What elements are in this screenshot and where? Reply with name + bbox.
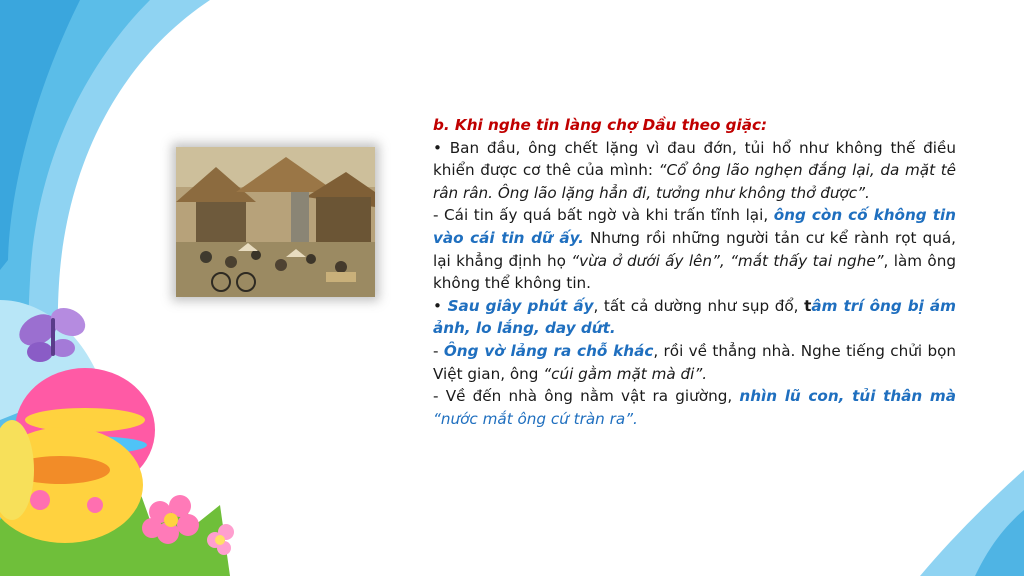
village-market-painting xyxy=(176,147,375,297)
paragraph-5: - Về đến nhà ông nằm vật ra giường, nhìn lũ con, tủi thân mà “nước mắt ông cứ tràn ra”. xyxy=(433,387,956,428)
lesson-text-block xyxy=(433,114,956,430)
paragraph-1: • Ban đầu, ông chết lặng vì đau đớn, tủi hổ như không thế điều khiển được cơ thê của mình: “Cổ ông lão nghẹn đắng lại, da mặt tê rân rân. Ông lão lặng hẳn đi, tưởng như không thở được”. xyxy=(433,138,956,202)
section-heading: b. Khi nghe tin làng chợ Dầu theo giặc: xyxy=(433,116,768,134)
paragraph-2: - Cái tin ấy quá bất ngờ và khi trấn tĩnh lại, ông còn cố không tin vào cái tin dữ ấy. Nhưng rồi những người tản cư kể rành rọt quá, lại khẳng định họ “vừa ở dưới ấy lên”, “mắt thấy tai nghe”, làm ông không thể không tin. xyxy=(433,206,956,293)
paragraph-3: • Sau giây phút ấy, tất cả dường như sụp đổ, tâm trí ông bị ám ảnh, lo lắng, day dứt. xyxy=(433,296,956,338)
paragraph-4: - Ông vờ lảng ra chỗ khác, rồi về thẳng nhà. Nghe tiếng chửi bọn Việt gian, ông “cúi gằm mặt mà đi”. xyxy=(433,341,957,383)
